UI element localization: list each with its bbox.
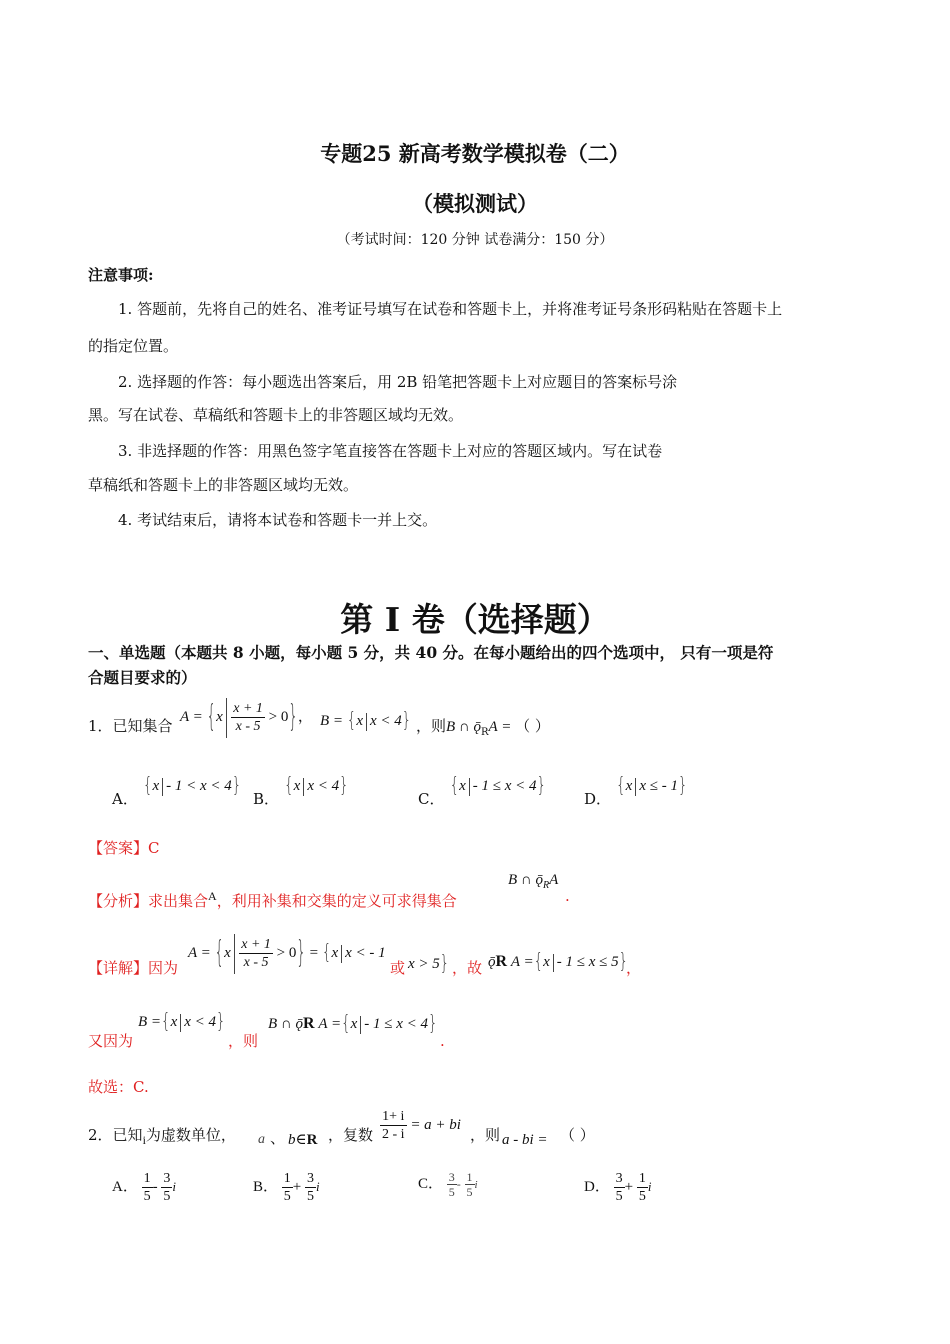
detail-or: 或	[390, 959, 406, 977]
section-instructions-line-2: 合题目要求的）	[88, 668, 197, 687]
detail-complement: ǭR A ={x - 1 ≤ x ≤ 5}	[488, 948, 629, 974]
question-2-stem-d: ，则	[470, 1126, 501, 1144]
set-b-definition: B = {x x < 4}	[320, 707, 412, 733]
exam-info: （考试时间：120 分钟 试卷满分：150 分）	[336, 232, 614, 248]
q2-option-a[interactable]: A． $\frac{1}{5}$ - $\frac{3}{5}$ i	[112, 1171, 176, 1204]
also-set-b: B ={x x < 4}	[138, 1008, 226, 1034]
separator: 、	[270, 1129, 286, 1147]
analysis: 【分析】求出集合$^A$，利用补集和交集的定义可求得集合	[88, 889, 457, 910]
q2-option-d[interactable]: D． $\frac{3}{5}$ + $\frac{1}{5}$ i	[584, 1171, 652, 1204]
detail-so: ，故	[452, 959, 483, 977]
question-number: 2．	[88, 1126, 113, 1144]
question-number: 1．	[88, 717, 113, 735]
detail-label: 【详解】因为	[88, 959, 179, 977]
question-2-stem: 2．已知$_i$为虚数单位，	[88, 1126, 236, 1147]
note-4: 4. 考试结束后，请将本试卷和答题卡一并上交。	[118, 511, 438, 529]
section-instructions-line-1: 一、单选题（本题共 8 小题，每小题 5 分，共 40 分。在每小题给出的四个选项中， 只有一项是符	[88, 643, 774, 662]
set-a-definition: A = {x $\frac{x + 1}{x - 5}$ > 0}，	[180, 692, 313, 740]
choose: 故选：C.	[88, 1078, 149, 1096]
note-3-line-1: 3. 非选择题的作答：用黑色签字笔直接答在答题卡上对应的答题区域内。写在试卷	[118, 442, 663, 460]
question-2-ask: a - bi =	[502, 1132, 548, 1148]
detail-set-a: A = {x $\frac{x + 1}{x - 5}$ > 0} = {x x < - 1	[188, 928, 386, 976]
also-result: B ∩ ǭR A ={x - 1 ≤ x < 4}	[268, 1010, 438, 1036]
note-2-line-1: 2. 选择题的作答：每小题选出答案后，用 2B 铅笔把答题卡上对应题目的答案标号涂	[118, 373, 678, 391]
question-2-blank: （ ）	[560, 1126, 595, 1144]
detail-comma: ，	[626, 959, 642, 977]
also-dot: .	[440, 1032, 445, 1050]
part-title: 第 I 卷（选择题）	[340, 600, 610, 639]
option-b[interactable]: B． {x x < 4}	[253, 772, 349, 808]
symbol-a: a	[258, 1132, 265, 1147]
note-1-line-2: 的指定位置。	[88, 337, 179, 355]
option-c[interactable]: C． {x - 1 ≤ x < 4}	[418, 772, 547, 808]
analysis-expression: B ∩ $ǭ_RA$	[508, 872, 559, 891]
option-d[interactable]: D． {x x ≤ - 1}	[584, 772, 688, 808]
analysis-dot: .	[565, 887, 570, 905]
b-in-r: b∈R	[288, 1132, 318, 1148]
question-2-stem-c: ，复数	[328, 1126, 374, 1144]
complex-equation: $\frac{1+ i}{2 - i}$ = a + bi	[382, 1109, 461, 1142]
q2-option-b[interactable]: B． $\frac{1}{5}$ + $\frac{3}{5}$ i	[253, 1171, 320, 1204]
also-label: 又因为	[88, 1032, 134, 1050]
note-2-line-2: 黑。写在试卷、草稿纸和答题卡上的非答题区域均无效。	[88, 406, 464, 424]
page-subtitle: （模拟测试）	[412, 191, 538, 216]
detail-cond-2: x > 5}	[408, 950, 450, 976]
note-3-line-2: 草稿纸和答题卡上的非答题区域均无效。	[88, 476, 359, 494]
page-title: 专题25 新高考数学模拟卷（二）	[320, 141, 630, 166]
note-1-line-1: 1. 答题前，先将自己的姓名、准考证号填写在试卷和答题卡上，并将准考证号条形码粘贴在答题卡上	[118, 300, 783, 318]
notes-heading: 注意事项:	[88, 266, 154, 284]
answer: 【答案】C	[88, 839, 160, 857]
also-then: ，则	[228, 1032, 259, 1050]
question-1-stem: 1．已知集合	[88, 717, 173, 735]
option-a[interactable]: A． {x - 1 < x < 4}	[112, 772, 242, 808]
q2-option-c[interactable]: C． $\frac{3}{5}$ - $\frac{1}{5}$ i	[418, 1170, 478, 1199]
question-1-ask: ，则B ∩ $ǭ_RA$ = （ ）	[416, 717, 550, 738]
